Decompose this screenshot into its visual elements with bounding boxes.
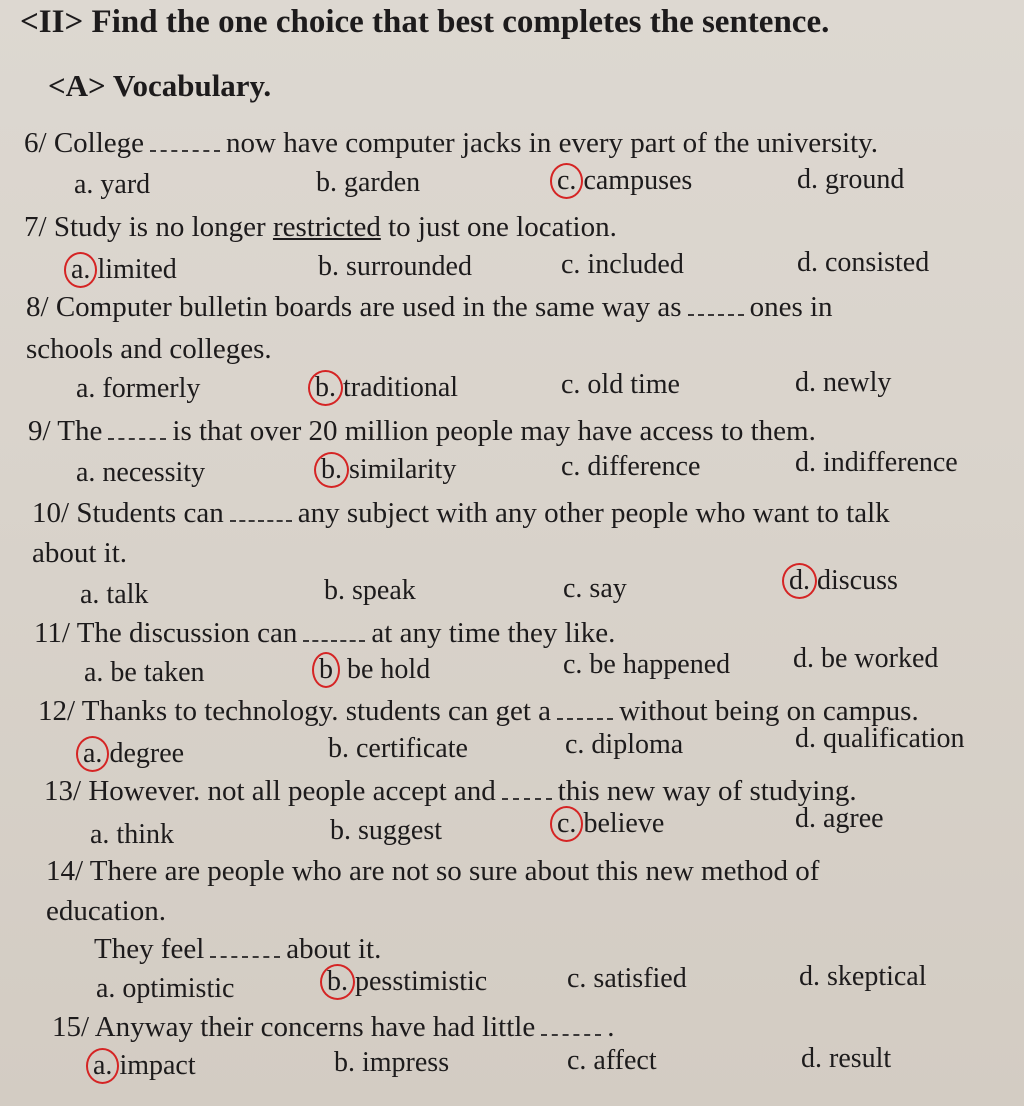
selected-answer-circle: a. xyxy=(86,1048,119,1084)
answer-blank xyxy=(303,630,365,642)
option-d: d. skeptical xyxy=(799,961,927,992)
answer-blank xyxy=(541,1024,601,1036)
option-b-selected xyxy=(326,964,487,1000)
selected-answer-circle: b. xyxy=(314,452,349,488)
question-6 xyxy=(24,126,878,160)
underlined-word: restricted xyxy=(272,211,381,243)
question-15 xyxy=(52,1010,614,1044)
option-a-selected xyxy=(70,252,177,288)
option-b: b. certificate xyxy=(328,733,468,764)
question-number: 12/ xyxy=(38,695,76,727)
option-b: b. suggest xyxy=(330,815,442,846)
option-c: c. included xyxy=(561,249,684,280)
option-word: traditional xyxy=(343,372,459,403)
question-12 xyxy=(38,694,919,728)
option-a-selected xyxy=(82,736,184,772)
option-word: discuss xyxy=(817,565,898,596)
question-text-after: about it. xyxy=(286,933,382,965)
option-c-selected xyxy=(556,163,692,199)
option-c: c. diploma xyxy=(565,729,684,760)
selected-answer-circle: a. xyxy=(64,252,97,288)
question-text-after: ones in xyxy=(749,291,833,323)
selected-answer-circle: b. xyxy=(308,370,343,406)
question-text-before: They feel xyxy=(94,933,205,965)
question-text-after: is that over 20 million people may have access to them. xyxy=(172,415,816,447)
option-d: d. be worked xyxy=(793,643,939,674)
selected-answer-circle: c. xyxy=(550,806,583,842)
question-text-after: at any time they like. xyxy=(371,617,616,649)
option-a: a. formerly xyxy=(76,373,201,404)
section-heading: <II> Find the one choice that best completes the sentence. xyxy=(20,4,830,40)
question-text-before: However. not all people accept and xyxy=(88,775,496,807)
question-number: 14/ xyxy=(46,855,84,887)
question-number: 9/ xyxy=(28,415,51,447)
question-text-before: Thanks to technology. students can get a xyxy=(81,695,552,727)
option-b-selected xyxy=(318,652,430,688)
option-a: a. talk xyxy=(80,579,149,610)
question-text-after: this new way of studying. xyxy=(557,775,857,807)
option-d: d. result xyxy=(801,1043,892,1074)
option-a: a. be taken xyxy=(84,657,205,688)
question-14-continued: education. xyxy=(46,895,166,927)
option-b-selected xyxy=(320,452,456,488)
selected-answer-circle: d. xyxy=(782,563,817,599)
question-text-before: The xyxy=(57,415,103,447)
option-b: b. garden xyxy=(316,167,421,198)
subsection-heading: <A> Vocabulary. xyxy=(48,68,272,103)
question-text-before: Anyway their concerns have had little xyxy=(94,1011,536,1043)
answer-blank xyxy=(108,428,166,440)
option-word: believe xyxy=(583,808,665,839)
option-c: c. old time xyxy=(561,369,680,400)
question-number: 6/ xyxy=(24,127,47,159)
question-text-before: Computer bulletin boards are used in the same way as xyxy=(55,291,682,323)
question-text-before: The discussion can xyxy=(76,617,298,649)
question-number: 8/ xyxy=(26,291,49,323)
option-word: degree xyxy=(109,738,185,769)
option-b: b. impress xyxy=(334,1047,450,1078)
option-d: d. ground xyxy=(797,164,905,195)
option-d: d. agree xyxy=(795,803,884,834)
question-9 xyxy=(28,414,816,448)
question-text-after: now have computer jacks in every part of the university. xyxy=(226,127,879,159)
question-10 xyxy=(32,496,890,530)
answer-blank xyxy=(150,140,220,152)
question-number: 7/ xyxy=(24,211,47,243)
question-text-after: any subject with any other people who want to talk xyxy=(297,497,890,529)
question-13 xyxy=(44,774,857,808)
question-14 xyxy=(46,854,819,888)
question-text-after: . xyxy=(607,1011,615,1043)
question-8-continued: schools and colleges. xyxy=(26,333,272,365)
question-text-before: There are people who are not so sure about this new method of xyxy=(89,855,820,887)
selected-answer-circle: a. xyxy=(76,736,109,772)
answer-blank xyxy=(210,946,280,958)
question-text-before: Students can xyxy=(76,497,224,529)
option-a: a. yard xyxy=(74,169,151,200)
option-c-selected xyxy=(556,806,664,842)
selected-answer-circle: c. xyxy=(550,163,583,199)
option-a: a. necessity xyxy=(76,457,206,488)
question-number: 15/ xyxy=(52,1011,90,1043)
selected-answer-circle: b xyxy=(312,652,340,688)
answer-blank xyxy=(688,304,744,316)
question-14-line-3 xyxy=(94,932,381,966)
question-number: 10/ xyxy=(32,497,70,529)
option-c: c. say xyxy=(563,573,627,604)
selected-answer-circle: b. xyxy=(320,964,355,1000)
option-d: d. indifference xyxy=(795,447,958,478)
option-c: c. satisfied xyxy=(567,963,687,994)
option-word: similarity xyxy=(349,454,457,485)
answer-blank xyxy=(502,788,552,800)
option-b: b. speak xyxy=(324,575,416,606)
option-b: b. surrounded xyxy=(318,251,472,282)
option-d: d. consisted xyxy=(797,247,930,278)
question-text-after: to just one location. xyxy=(388,211,617,243)
question-text-before: Study is no longer xyxy=(53,211,266,243)
answer-blank xyxy=(230,510,292,522)
option-d: d. qualification xyxy=(795,723,965,754)
question-7 xyxy=(24,210,617,244)
question-number: 11/ xyxy=(34,617,70,649)
option-c: c. be happened xyxy=(563,649,731,680)
question-11 xyxy=(34,616,615,650)
question-number: 13/ xyxy=(44,775,82,807)
option-word: impact xyxy=(119,1050,196,1081)
option-b-selected xyxy=(314,370,458,406)
question-8 xyxy=(26,290,833,324)
option-a-selected xyxy=(92,1048,196,1084)
option-word: be hold xyxy=(347,654,431,685)
question-text-before: College xyxy=(53,127,145,159)
option-d: d. newly xyxy=(795,367,892,398)
option-c: c. difference xyxy=(561,451,701,482)
question-10-continued: about it. xyxy=(32,537,128,569)
question-text-after: without being on campus. xyxy=(619,695,919,727)
option-a: a. optimistic xyxy=(96,973,235,1004)
answer-blank xyxy=(557,708,613,720)
option-word: limited xyxy=(97,254,177,285)
option-c: c. affect xyxy=(567,1045,657,1076)
option-a: a. think xyxy=(90,819,174,850)
option-word: pesstimistic xyxy=(355,966,488,997)
option-d-selected xyxy=(788,563,898,599)
option-word: campuses xyxy=(583,165,693,196)
